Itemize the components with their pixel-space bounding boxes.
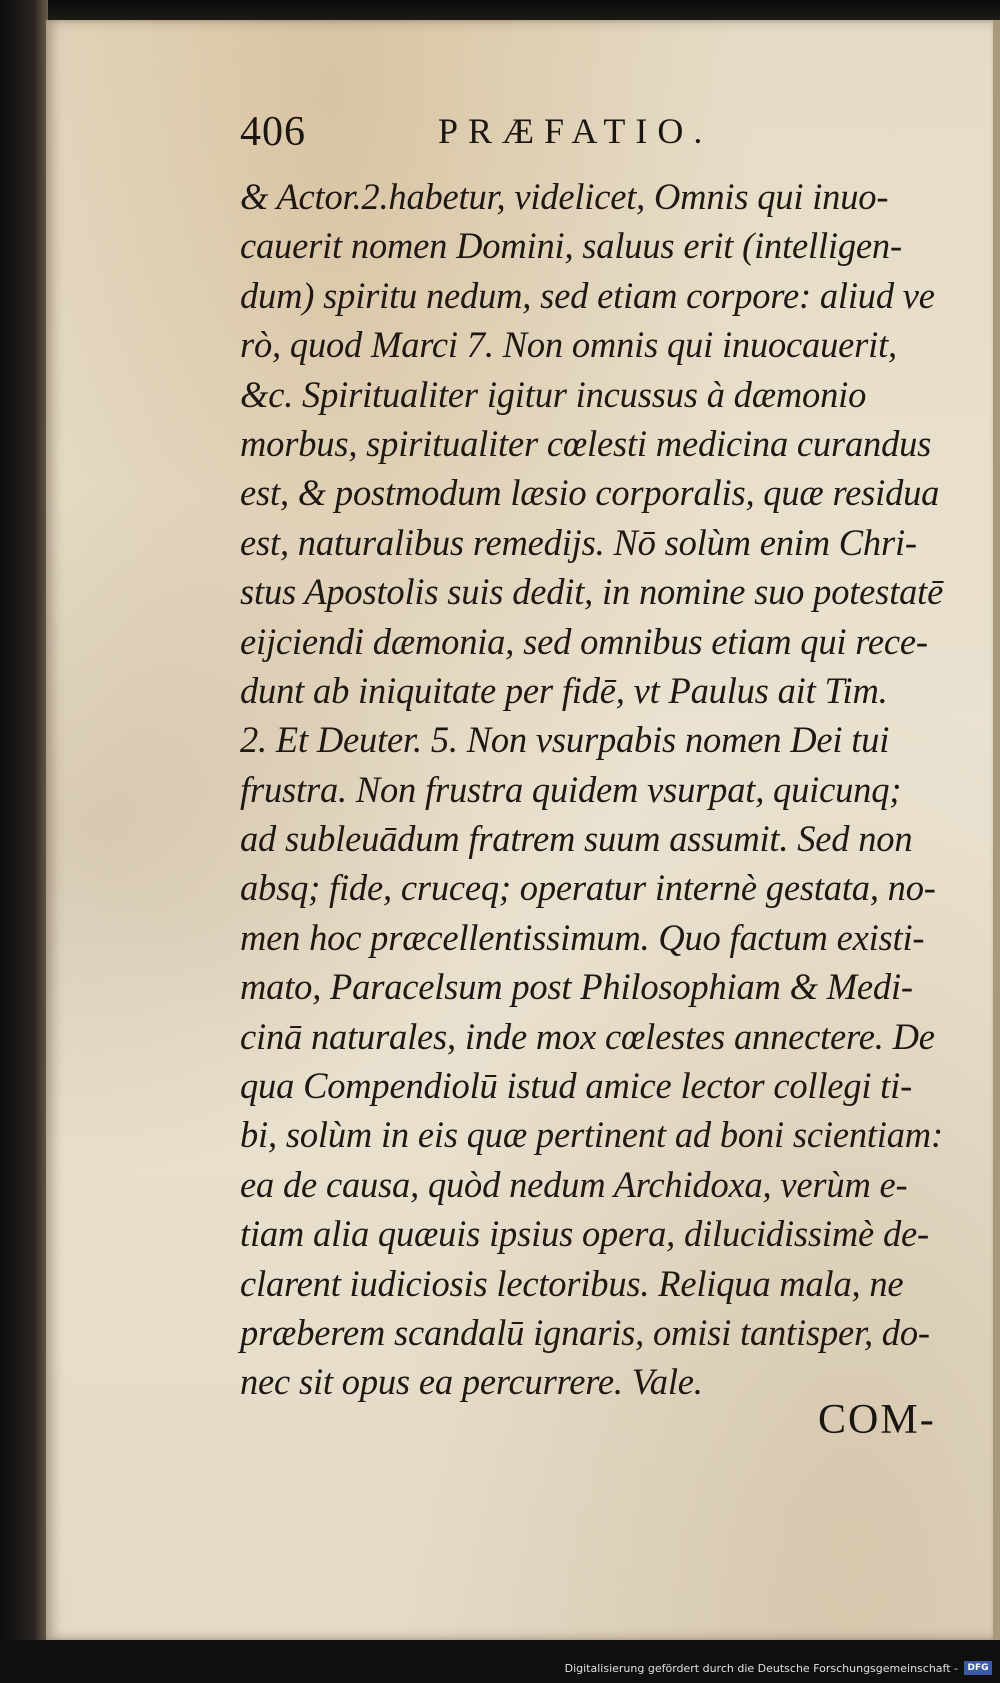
text-line: cauerit nomen Domini, saluus erit (intelligen- [240, 225, 902, 267]
text-line: mato, Paracelsum post Philosophiam & Medi- [240, 966, 913, 1008]
text-line: eijciendi dæmonia, sed omnibus etiam qui rece- [240, 620, 928, 662]
text-line: absq; fide, cruceq; operatur internè gestata, no- [240, 867, 936, 909]
text-line: præberem scandalū ignaris, omisi tantisper, do- [240, 1311, 930, 1353]
text-line: morbus, spiritualiter cœlesti medicina curandus [240, 422, 932, 464]
funding-notice: Digitalisierung gefördert durch die Deutsche Forschungsgemeinschaft - [564, 1662, 958, 1675]
page-edge [993, 20, 1000, 1640]
running-title: PRÆFATIO. [438, 111, 713, 151]
text-line: est, naturalibus remedijs. Nō solùm enim Chri- [240, 521, 917, 563]
text-line: &c. Spiritualiter igitur incussus à dæmonio [240, 373, 867, 415]
digitization-footer [0, 1640, 1000, 1683]
text-line: dunt ab iniquitate per fidē, vt Paulus ait Tim. [240, 669, 888, 711]
text-line: & Actor.2.habetur, videlicet, Omnis qui inuo- [240, 176, 889, 217]
text-line: qua Compendiolū istud amice lector collegi ti- [240, 1065, 913, 1107]
text-line: bi, solùm in eis quæ pertinent ad boni scientiam: [240, 1114, 943, 1156]
page-number: 406 [240, 109, 306, 155]
text-line: stus Apostolis suis dedit, in nomine suo potestatē [240, 571, 944, 613]
text-line: cinā naturales, inde mox cœlestes annectere. De [240, 1015, 935, 1057]
text-line: rò, quod Marci 7. Non omnis qui inuocauerit, [240, 324, 897, 366]
scan-left-edge [0, 0, 48, 1683]
text-line: 2. Et Deuter. 5. Non vsurpabis nomen Dei tui [240, 719, 890, 761]
text-line: men hoc præcellentissimum. Quo factum existi- [240, 916, 925, 958]
body-text [240, 172, 960, 1407]
text-line: ad subleuādum fratrem suum assumit. Sed non [240, 818, 913, 860]
text-line: frustra. Non frustra quidem vsurpat, quicunq; [240, 768, 902, 810]
text-line: nec sit opus ea percurrere. Vale. [240, 1361, 703, 1403]
text-line: tiam alia quæuis ipsius opera, dilucidissimè de- [240, 1213, 929, 1255]
dfg-logo: DFG [964, 1661, 992, 1675]
page-header [240, 108, 940, 168]
scan-top-edge [0, 0, 1000, 22]
text-line: est, & postmodum læsio corporalis, quæ residua [240, 472, 940, 514]
text-line: ea de causa, quòd nedum Archidoxa, verùm e- [240, 1163, 908, 1205]
catchword: COM- [818, 1397, 936, 1443]
text-line: dum) spiritu nedum, sed etiam corpore: aliud ve [240, 274, 935, 316]
text-line: clarent iudiciosis lectoribus. Reliqua mala, ne [240, 1262, 904, 1304]
